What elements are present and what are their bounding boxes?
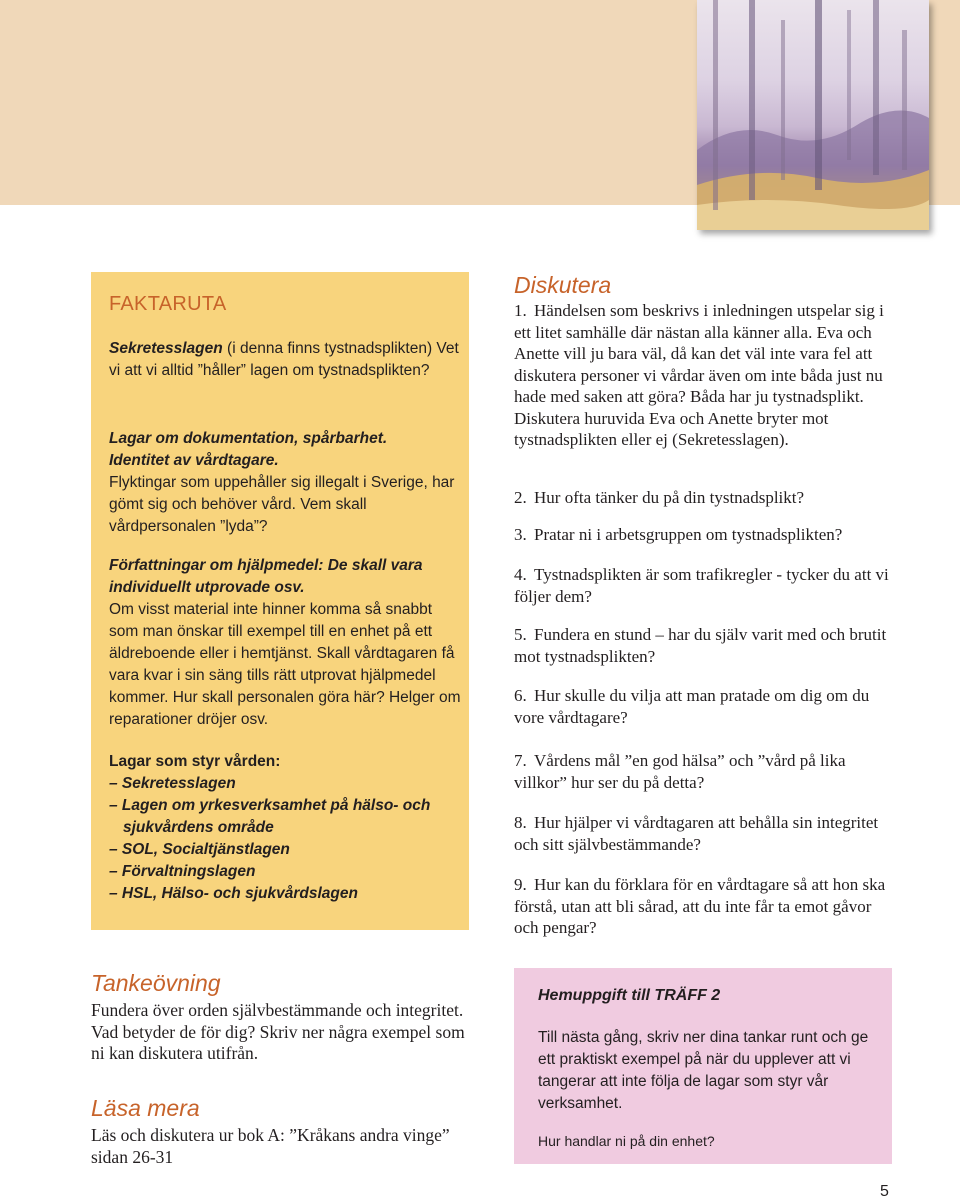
sekretess-text: (i denna finns tystnadsplikten) Vet vi att vi alltid ”håller” lagen om tystnadsplikten? — [109, 340, 459, 379]
question-number: 3. — [514, 525, 527, 544]
question-number: 4. — [514, 565, 527, 584]
question-text: Pratar ni i arbetsgruppen om tystnadsplikten? — [534, 525, 843, 544]
sekretesslagen-term: Sekretesslagen — [109, 340, 223, 357]
question-text: Hur ofta tänker du på din tystnadsplikt? — [534, 488, 805, 507]
faktaruta-paragraph-dokumentation — [109, 428, 461, 538]
hjalpmedel-text: Om visst material inte hinner komma så snabbt som man önskar till exempel till en enhet på ett äldreboende eller i hemtjänst. Skall vårdtagaren få vara kvar i sin säng tills rätt utprovat hjälpmedel kommer. Hur skall personalen göra här? Helger om reparationer dröjer osv. — [109, 601, 461, 728]
identitet-heading: Identitet av vårdtagare. — [109, 452, 279, 469]
question-number: 5. — [514, 625, 527, 644]
hemuppgift-question: Hur handlar ni på din enhet? — [538, 1133, 715, 1149]
tankeovning-text: Fundera över orden självbestämmande och integritet. Vad betyder de för dig? Skriv ner några exempel som ni kan diskutera utifrån. — [91, 1000, 465, 1063]
question-item — [514, 487, 894, 509]
question-item — [514, 685, 894, 728]
law-item: – Sekretesslagen — [109, 775, 236, 792]
faktaruta-paragraph-sekretess — [109, 338, 461, 382]
question-text: Hur kan du förklara för en vårdtagare så att hon ska förstå, utan att bli sårad, att du inte får ta emot gåvor och pengar? — [514, 875, 886, 937]
hjalpmedel-heading: Författningar om hjälpmedel: De skall vara individuellt utprovade osv. — [109, 557, 423, 596]
question-number: 2. — [514, 488, 527, 507]
faktaruta-title: FAKTARUTA — [109, 293, 227, 315]
question-item — [514, 564, 894, 607]
question-number: 6. — [514, 686, 527, 705]
lasa-mera-heading: Läsa mera — [91, 1095, 200, 1121]
question-item — [514, 750, 894, 793]
law-item: – Förvaltningslagen — [109, 863, 256, 880]
law-item: sjukvårdens område — [123, 819, 274, 836]
dokumentation-heading: Lagar om dokumentation, spårbarhet. — [109, 430, 388, 447]
question-number: 7. — [514, 751, 527, 770]
question-item — [514, 524, 894, 546]
laws-heading: Lagar som styr vården: — [109, 753, 281, 770]
question-text: Händelsen som beskrivs i inledningen utspelar sig i ett litet samhälle där nästan alla känner alla. Eva och Anette vill ju bara väl, då kan det väl inte vara fel att diskutera personer vi vårdar även om inte båda just nu hade med saken att göra? Båda har ju tystnadsplikt. Diskutera huruvida Eva och Anette bryter mot tystnadsplikten eller ej (Sekretesslagen). — [514, 301, 884, 449]
question-item — [514, 812, 894, 855]
law-item: – SOL, Socialtjänstlagen — [109, 841, 290, 858]
question-text: Hur skulle du vilja att man pratade om dig om du vore vårdtagare? — [514, 686, 870, 727]
law-item: – Lagen om yrkesverksamhet på hälso- och — [109, 797, 431, 814]
question-number: 1. — [514, 301, 527, 320]
question-text: Vårdens mål ”en god hälsa” och ”vård på lika villkor” hur ser du på detta? — [514, 751, 846, 792]
law-item: – HSL, Hälso- och sjukvårdslagen — [109, 885, 358, 902]
question-text: Tystnadsplikten är som trafikregler - tycker du att vi följer dem? — [514, 565, 889, 606]
hemuppgift-title: Hemuppgift till TRÄFF 2 — [538, 987, 721, 1004]
question-item — [514, 300, 894, 451]
lasa-mera-text: Läs och diskutera ur bok A: ”Kråkans andra vinge” sidan 26-31 — [91, 1125, 450, 1167]
question-text: Fundera en stund – har du själv varit med och brutit mot tystnadsplikten? — [514, 625, 887, 666]
question-number: 9. — [514, 875, 527, 894]
tankeovning-heading: Tankeövning — [91, 970, 221, 996]
page-number: 5 — [880, 1183, 889, 1200]
question-number: 8. — [514, 813, 527, 832]
question-text: Hur hjälper vi vårdtagaren att behålla sin integritet och sitt självbestämmande? — [514, 813, 879, 854]
laws-section — [109, 751, 461, 905]
question-item — [514, 874, 894, 939]
faktaruta-paragraph-hjalpmedel — [109, 555, 461, 731]
flyktingar-text: Flyktingar som uppehåller sig illegalt i Sverige, har gömt sig och behöver vård. Vem skall vårdpersonalen ”lyda”? — [109, 474, 455, 535]
question-item — [514, 624, 894, 667]
watercolor-illustration — [697, 0, 929, 230]
hemuppgift-text: Till nästa gång, skriv ner dina tankar runt och ge ett praktiskt exempel på när du upplever att vi tangerar att inte följa de lagar som styr vår verksamhet. — [538, 1029, 869, 1112]
diskutera-heading: Diskutera — [514, 272, 612, 298]
